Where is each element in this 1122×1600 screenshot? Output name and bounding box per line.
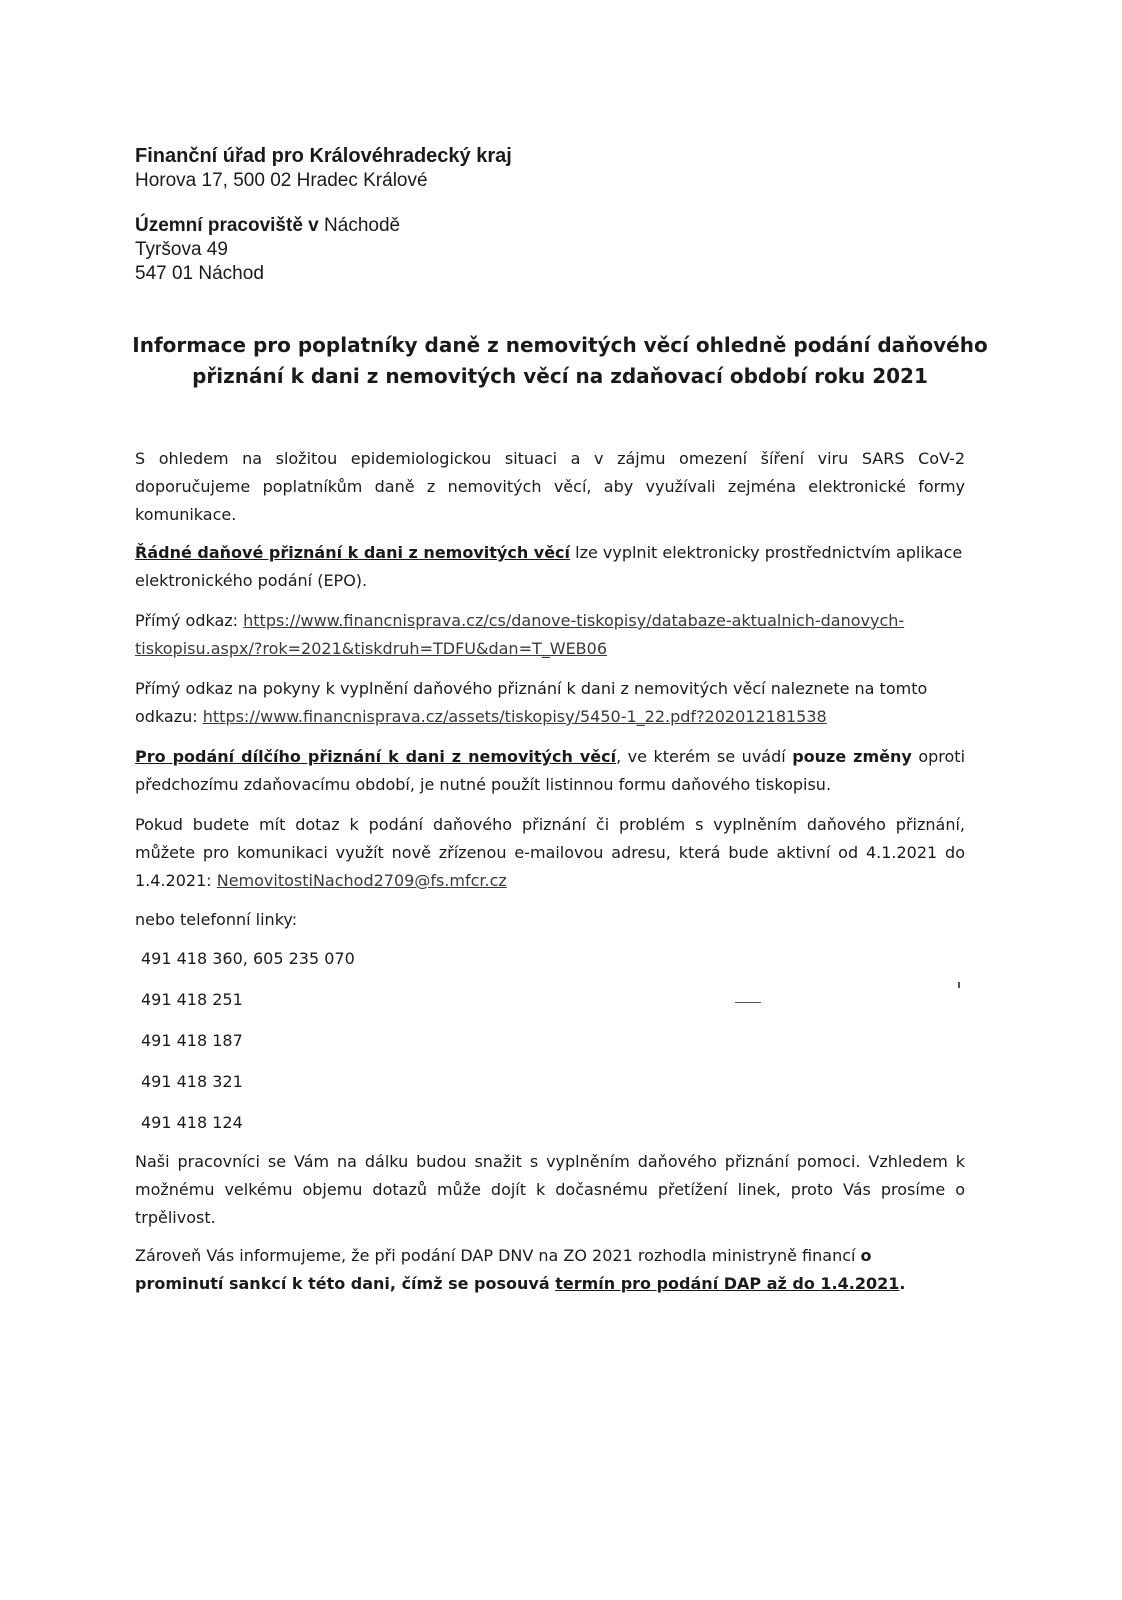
final-emphasis: o prominutí sankcí k této dani, čímž se posouvá [135, 1246, 872, 1293]
office-header [135, 143, 835, 193]
final-period: . [899, 1274, 906, 1293]
partial-return-mid: , ve kterém se uvádí [616, 747, 793, 766]
phone-line-4: 491 418 321 [141, 1072, 243, 1091]
contact-text: Pokud budete mít dotaz k podání daňového přiznání či problém s vyplněním daňového přiznání, můžete pro komunikaci využít nově zřízenou e-mailovou adresu, která bude aktivní od 4.1.2021 do 1.4.2021: [135, 815, 965, 890]
direct-link-label: Přímý odkaz: [135, 611, 244, 630]
partial-return-text: oproti předchozímu zdaňovacímu období, je nutné použít listinnou formu daňového tiskopisu. [135, 747, 966, 794]
contact-email-link[interactable]: NemovitostiNachod2709@fs.mfcr.cz [216, 871, 507, 890]
final-text: Zároveň Vás informujeme, že při podání DAP DNV na ZO 2021 rozhodla ministryně financí [135, 1246, 861, 1265]
help-paragraph: Naši pracovníci se Vám na dálku budou snažit s vyplněním daňového přiznání pomoci. Vzhledem k možnému velkému objemu dotazů může dojít k dočasnému přetížení linek, proto Vás prosíme o trpělivost. [135, 1152, 965, 1227]
scan-mark [958, 982, 960, 988]
title-line-1: Informace pro poplatníky daně z nemovitých věcí ohledně podání daňového [132, 333, 988, 357]
partial-return-paragraph [135, 743, 965, 799]
intro-paragraph: S ohledem na složitou epidemiologickou situaci a v zájmu omezení šíření viru SARS CoV-2 doporučujeme poplatníkům daně z nemovitých věcí, aby využívali zejména elektronické formy komunikace. [135, 449, 965, 524]
regular-return-heading: Řádné daňové přiznání k dani z nemovitých věcí [135, 543, 571, 562]
phone-line-5: 491 418 124 [141, 1113, 243, 1132]
branch-postcode: 547 01 Náchod [135, 263, 264, 284]
scan-mark [735, 1002, 761, 1003]
branch-label: Územní pracoviště v [135, 215, 319, 236]
direct-link-url-part-2[interactable]: tiskopisu.aspx/?rok=2021&tiskdruh=TDFU&dan=T_WEB06 [135, 639, 608, 658]
partial-return-emphasis: pouze změny [792, 747, 912, 766]
branch-street: Tyršova 49 [135, 239, 228, 260]
phone-line-2: 491 418 251 [141, 990, 243, 1009]
regular-return-paragraph [135, 539, 965, 595]
instructions-paragraph [135, 675, 965, 731]
direct-link-paragraph [135, 607, 965, 663]
branch-name [135, 214, 835, 238]
branch-city: Náchodě [318, 215, 401, 236]
final-paragraph [135, 1242, 965, 1298]
document-title [130, 330, 990, 392]
office-name: Finanční úřad pro Královéhradecký kraj [135, 145, 512, 167]
phones-intro: nebo telefonní linky: [135, 910, 298, 929]
title-line-2: přiznání k dani z nemovitých věcí na zdaňovací období roku 2021 [192, 364, 928, 388]
deadline-emphasis: termín pro podání DAP až do 1.4.2021 [555, 1274, 900, 1293]
instructions-link[interactable]: https://www.financnisprava.cz/assets/tiskopisy/5450-1_22.pdf?202012181538 [202, 707, 827, 726]
instructions-text: Přímý odkaz na pokyny k vyplnění daňového přiznání k dani z nemovitých věcí naleznete na tomto odkazu: [135, 679, 928, 726]
branch-header [135, 214, 835, 286]
contact-paragraph [135, 811, 965, 895]
phone-line-3: 491 418 187 [141, 1031, 243, 1050]
direct-link-url-part-1[interactable]: https://www.financnisprava.cz/cs/danove-tiskopisy/databaze-aktualnich-danovych- [243, 611, 905, 630]
office-address: Horova 17, 500 02 Hradec Králové [135, 170, 428, 191]
partial-return-heading: Pro podání dílčího přiznání k dani z nemovitých věcí [135, 747, 617, 766]
phone-line-1: 491 418 360, 605 235 070 [141, 949, 355, 968]
regular-return-text: lze vyplnit elektronicky prostřednictvím aplikace elektronického podání (EPO). [135, 543, 963, 590]
